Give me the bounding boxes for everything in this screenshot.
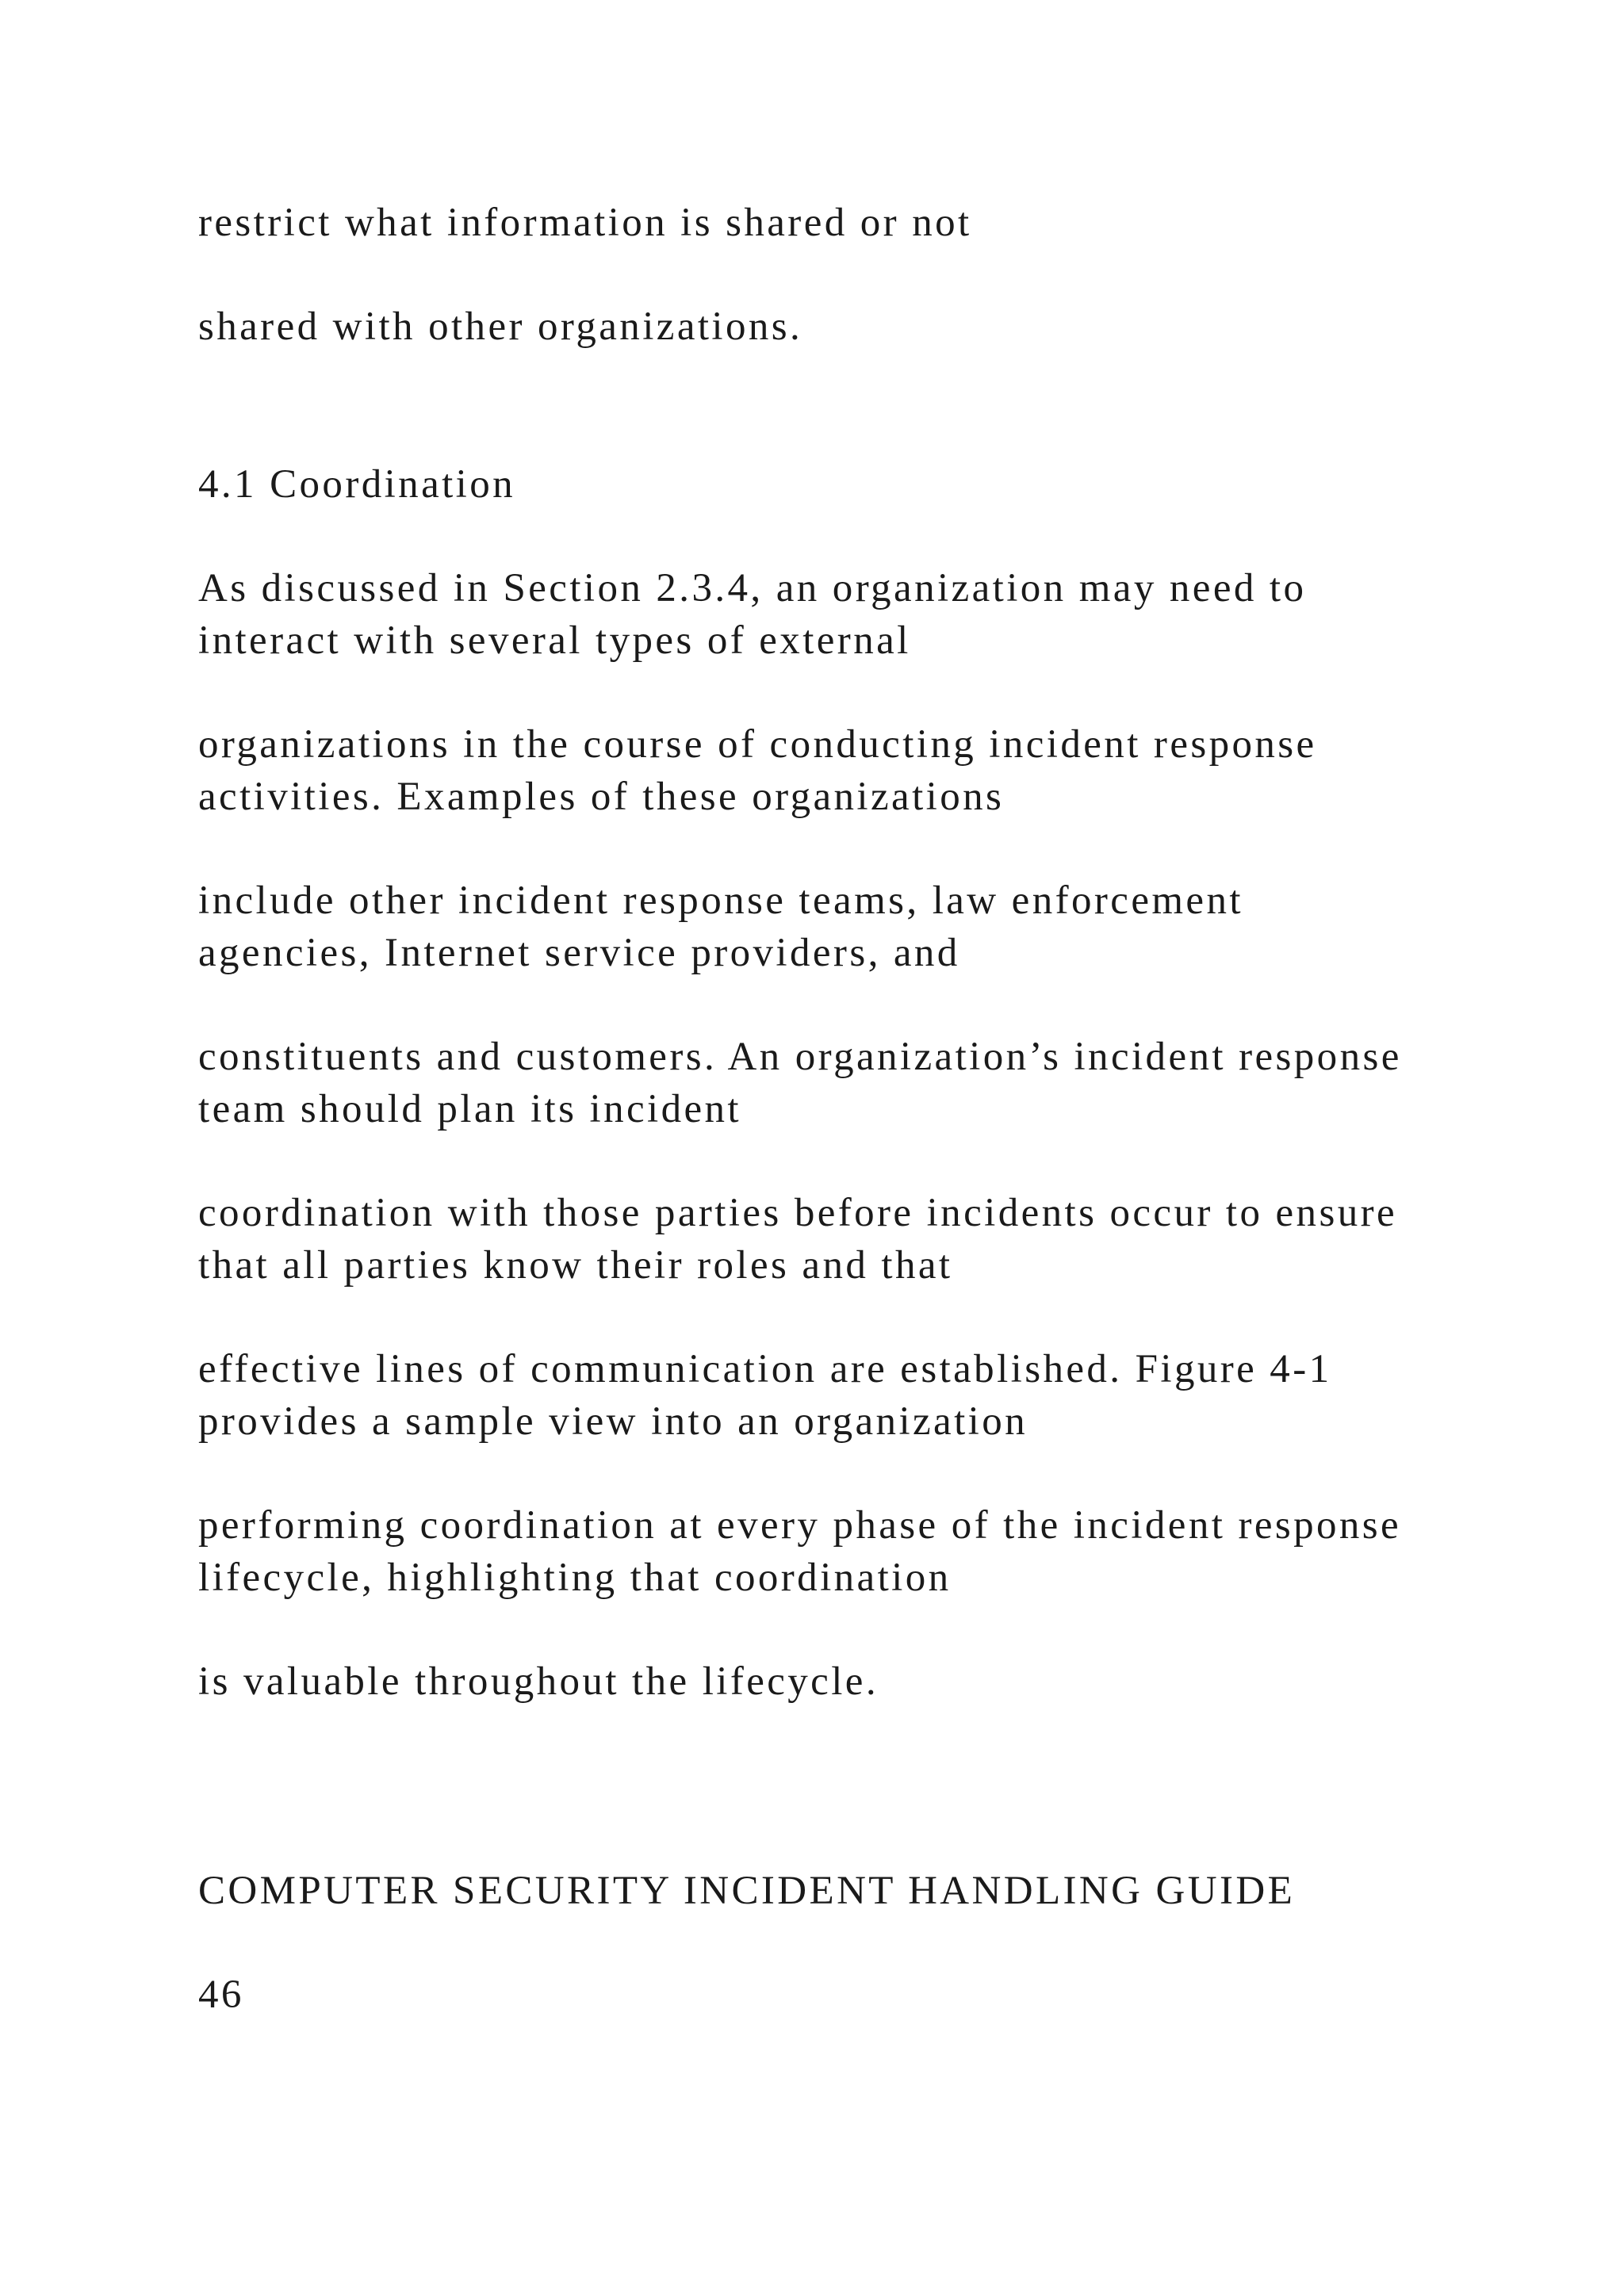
paragraph-line: agencies, Internet service providers, and [198,931,960,975]
paragraph-line: lifecycle, highlighting that coordination [198,1556,952,1600]
paragraph-line: activities. Examples of these organizations [198,775,1005,819]
intro-text-line: shared with other organizations. [198,304,803,349]
paragraph-line: constituents and customers. An organization’s incident response [198,1035,1402,1079]
paragraph-line: interact with several types of external [198,618,911,663]
intro-text-line: restrict what information is shared or not [198,201,972,245]
paragraph-line: that all parties know their roles and that [198,1243,953,1288]
running-title: COMPUTER SECURITY INCIDENT HANDLING GUIDE [198,1869,1296,1913]
page-number: 46 [198,1973,244,2017]
paragraph-line: organizations in the course of conducting incident response [198,722,1317,767]
paragraph-line: is valuable throughout the lifecycle. [198,1659,879,1704]
paragraph-line: include other incident response teams, law enforcement [198,878,1243,923]
paragraph-line: team should plan its incident [198,1087,742,1131]
paragraph-line: As discussed in Section 2.3.4, an organization may need to [198,566,1307,610]
paragraph-line: effective lines of communication are established. Figure 4-1 [198,1347,1332,1391]
paragraph-line: performing coordination at every phase of the incident response [198,1503,1402,1548]
paragraph-line: coordination with those parties before incidents occur to ensure [198,1191,1398,1235]
section-heading: 4.1 Coordination [198,462,516,507]
paragraph-line: provides a sample view into an organization [198,1399,1028,1444]
